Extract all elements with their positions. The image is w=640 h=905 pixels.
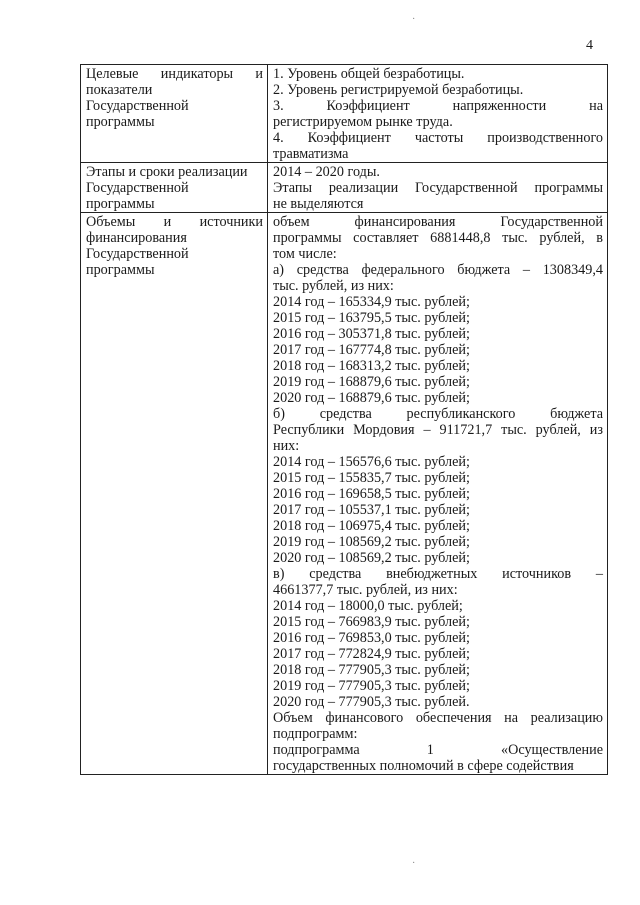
scan-speck: · [412, 14, 416, 25]
row-content-line: 2020 год – 168879,6 тыс. рублей; [273, 390, 470, 406]
row-content-line: 2018 год – 106975,4 тыс. рублей; [273, 518, 470, 534]
table-row [81, 163, 608, 213]
row-content-line: тыс. рублей, из них: [273, 278, 394, 294]
row-content-line: 2020 год – 777905,3 тыс. рублей. [273, 694, 470, 710]
row-content-line: 2014 – 2020 годы. [273, 164, 380, 180]
row-label-line: финансирования [86, 230, 187, 246]
row-content-line: 2019 год – 168879,6 тыс. рублей; [273, 374, 470, 390]
row-label-line: показатели [86, 82, 153, 98]
row-content-line: 2. Уровень регистрируемой безработицы. [273, 82, 524, 98]
row-label-line: программы [86, 196, 155, 212]
table-row [81, 65, 608, 163]
row-content-line: программы составляет 6881448,8 тыс. рублей, в [273, 230, 603, 246]
row-content-line: 2016 год – 169658,5 тыс. рублей; [273, 486, 470, 502]
row-content-line: объем финансирования Государственной [273, 214, 603, 230]
row-content-line: 2018 год – 168313,2 тыс. рублей; [273, 358, 470, 374]
row-content-line: 2016 год – 769853,0 тыс. рублей; [273, 630, 470, 646]
row-content-line: 2020 год – 108569,2 тыс. рублей; [273, 550, 470, 566]
row-content-line: травматизма [273, 146, 349, 162]
row-content-line: регистрируемом рынке труда. [273, 114, 453, 130]
row-content-line: 2014 год – 156576,6 тыс. рублей; [273, 454, 470, 470]
scan-speck: · [412, 858, 416, 869]
row-content-line: Этапы реализации Государственной программы [273, 180, 603, 196]
row-content-line: в) средства внебюджетных источников – [273, 566, 603, 582]
row-content-line: а) средства федерального бюджета – 1308349,4 [273, 262, 603, 278]
row-label-cell [81, 213, 268, 775]
row-content-line: 2015 год – 155835,7 тыс. рублей; [273, 470, 470, 486]
row-content-line: государственных полномочий в сфере содействия [273, 758, 574, 774]
row-content-line: 2017 год – 105537,1 тыс. рублей; [273, 502, 470, 518]
row-content-line: 1. Уровень общей безработицы. [273, 66, 465, 82]
row-content-line: 2019 год – 777905,3 тыс. рублей; [273, 678, 470, 694]
row-label-line: Этапы и сроки реализации [86, 164, 248, 180]
row-content-line: 2015 год – 766983,9 тыс. рублей; [273, 614, 470, 630]
row-label-cell [81, 163, 268, 213]
row-label-line: программы [86, 114, 155, 130]
row-content-line: 3. Коэффициент напряженности на [273, 98, 603, 114]
row-content-line: Республики Мордовия – 911721,7 тыс. рублей, из [273, 422, 603, 438]
row-content-cell [268, 163, 608, 213]
row-content-line: Объем финансового обеспечения на реализацию [273, 710, 603, 726]
row-label-line: программы [86, 262, 155, 278]
row-content-line: 2018 год – 777905,3 тыс. рублей; [273, 662, 470, 678]
row-content-line: них: [273, 438, 300, 454]
row-content-cell [268, 213, 608, 775]
row-content-line: б) средства республиканского бюджета [273, 406, 603, 422]
row-content-line: подпрограмм: [273, 726, 358, 742]
row-content-line: 2019 год – 108569,2 тыс. рублей; [273, 534, 470, 550]
row-content-line: 2015 год – 163795,5 тыс. рублей; [273, 310, 470, 326]
page-number: 4 [586, 38, 593, 53]
row-content-line: 2017 год – 772824,9 тыс. рублей; [273, 646, 470, 662]
row-label-line: Государственной [86, 246, 189, 262]
row-label-cell [81, 65, 268, 163]
row-content-line: 4661377,7 тыс. рублей, из них: [273, 582, 458, 598]
table-row [81, 213, 608, 775]
row-content-line: 2014 год – 18000,0 тыс. рублей; [273, 598, 463, 614]
row-content-line: подпрограмма 1 «Осуществление [273, 742, 603, 758]
row-label-line: Целевые индикаторы и [86, 66, 263, 82]
row-content-line: 4. Коэффициент частоты производственного [273, 130, 603, 146]
row-content-line: 2014 год – 165334,9 тыс. рублей; [273, 294, 470, 310]
row-content-cell [268, 65, 608, 163]
row-label-line: Государственной [86, 98, 189, 114]
row-content-line: 2017 год – 167774,8 тыс. рублей; [273, 342, 470, 358]
row-content-line: не выделяются [273, 196, 364, 212]
row-content-line: том числе: [273, 246, 337, 262]
row-content-line: 2016 год – 305371,8 тыс. рублей; [273, 326, 470, 342]
program-passport-table [80, 64, 608, 775]
row-label-line: Государственной [86, 180, 189, 196]
row-label-line: Объемы и источники [86, 214, 263, 230]
